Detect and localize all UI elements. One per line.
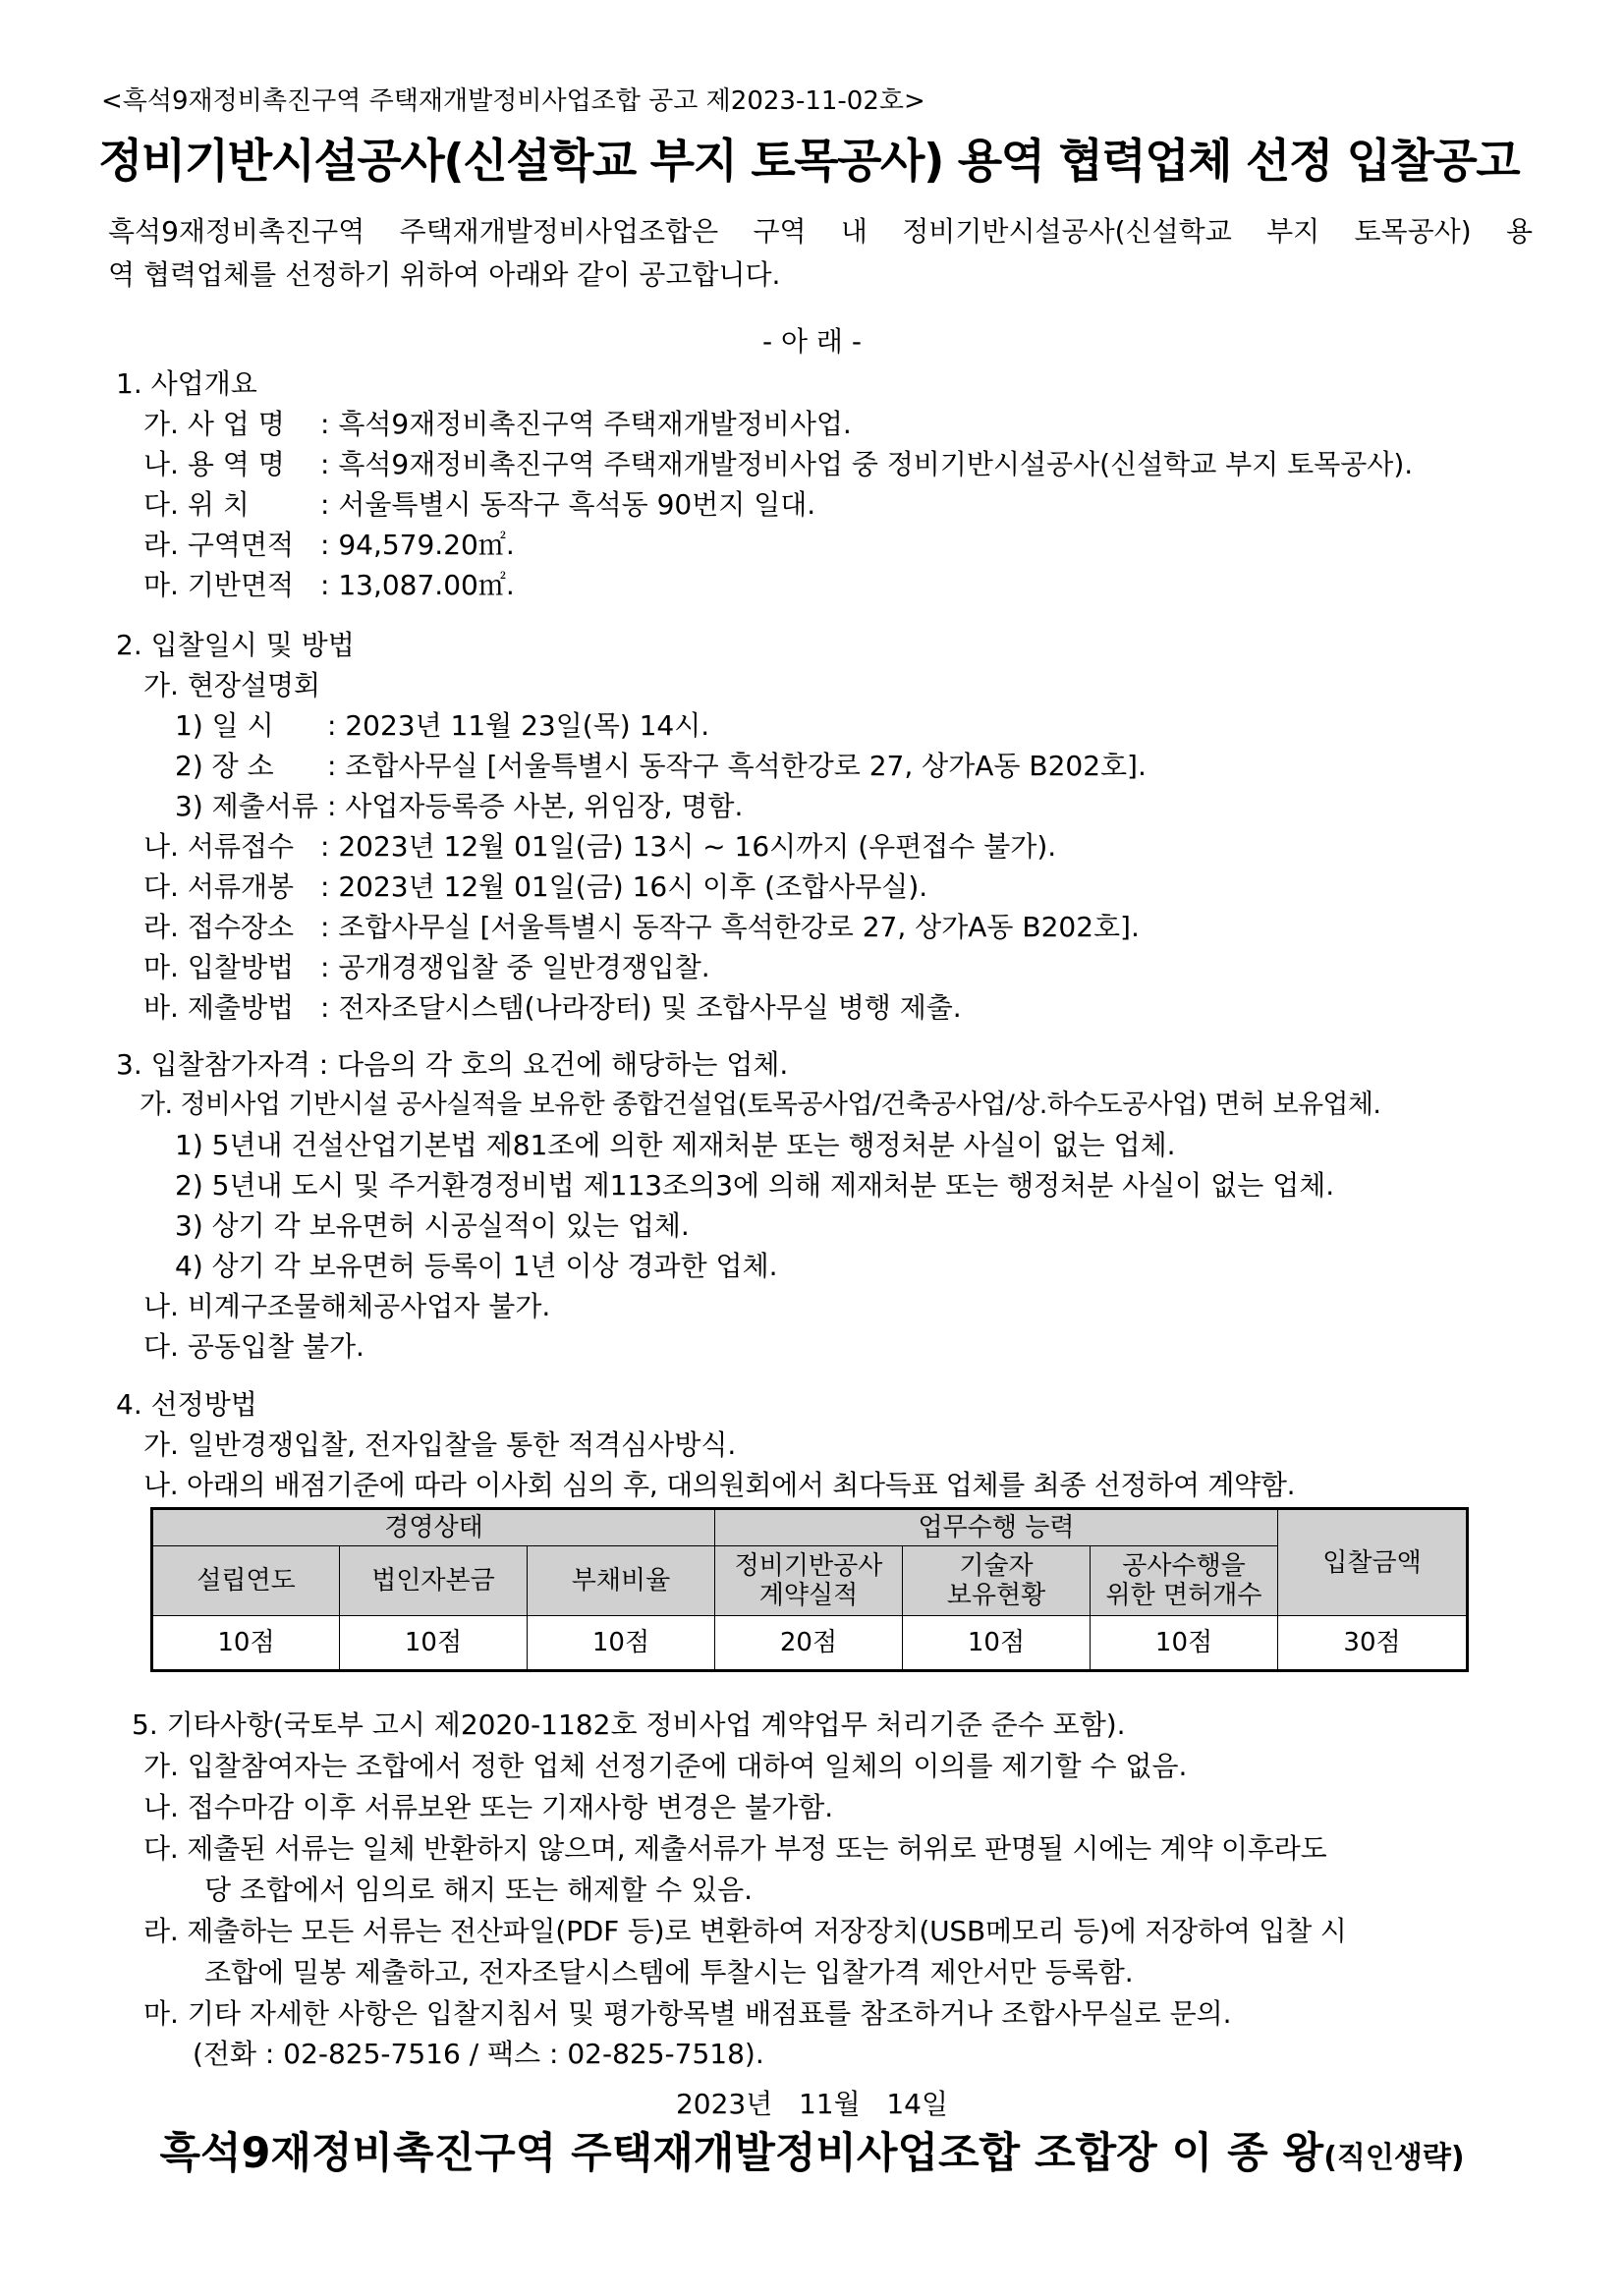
group-header-ability: 업무수행 능력 (715, 1509, 1278, 1546)
s1-item-label: 마. 기반면적 (143, 569, 295, 601)
s1-item (143, 528, 515, 563)
s5-item-e-line-1: 마. 기타 자세한 사항은 입찰지침서 및 평가항목별 배점표를 참조하거나 조합사무실로 문의. (143, 1997, 1232, 2030)
seal-note: (직인생략) (1323, 2141, 1465, 2175)
s3-sub-item: 4) 상기 각 보유면허 등록이 1년 이상 경과한 업체. (175, 1250, 778, 1282)
scoring-table (150, 1507, 1469, 1672)
header-engineers (903, 1546, 1091, 1616)
s1-item (143, 447, 1413, 482)
s2-item-value: : 조합사무실 [서울특별시 동작구 흑석한강로 27, 상가A동 B202호]. (320, 911, 1140, 943)
s1-item (143, 487, 815, 523)
s1-item-value: : 흑석9재정비촉진구역 주택재개발정비사업. (320, 408, 852, 440)
s4-item-b: 나. 아래의 배점기준에 따라 이사회 심의 후, 대의원회에서 최다득표 업체를 최종 선정하여 계약함. (143, 1469, 1296, 1501)
s1-item-label: 나. 용 역 명 (143, 448, 285, 480)
s1-item-label: 다. 위 치 (143, 488, 250, 521)
s5-item-c-line-2: 당 조합에서 임의로 해지 또는 해제할 수 있음. (204, 1874, 754, 1906)
s1-item-value: : 13,087.00㎡. (320, 569, 515, 601)
s5-item-d-line-2: 조합에 밀봉 제출하고, 전자조달시스템에 투찰시는 입찰가격 제안서만 등록함. (204, 1956, 1134, 1988)
score-cell: 10점 (1091, 1616, 1278, 1671)
s3-item-a: 가. 정비사업 기반시설 공사실적을 보유한 종합건설업(토목공사업/건축공사업/상.하수도공사업) 면허 보유업체. (140, 1090, 1381, 1120)
header-capital: 법인자본금 (340, 1546, 528, 1616)
score-cell: 30점 (1278, 1616, 1468, 1671)
s2-sub-a-heading: 가. 현장설명회 (143, 669, 321, 701)
signature-line (0, 2126, 1624, 2186)
s2-sub-a-item-value: : 조합사무실 [서울특별시 동작구 흑석한강로 27, 상가A동 B202호]. (327, 750, 1147, 782)
s2-item (143, 990, 962, 1026)
s1-item-label: 가. 사 업 명 (143, 408, 285, 440)
below-marker: - 아 래 - (761, 325, 862, 358)
s3-item-b: 나. 비계구조물해체공사업자 불가. (143, 1290, 551, 1322)
s2-item-value: : 2023년 12월 01일(금) 16시 이후 (조합사무실). (320, 870, 928, 903)
announcement-date: 2023년 11월 14일 (675, 2088, 949, 2120)
intro-line-1: 흑석9재정비촉진구역 주택재개발정비사업조합은 구역 내 정비기반시설공사(신설학교 부지 토목공사) 용 (108, 215, 1533, 248)
s3-item-c: 다. 공동입찰 불가. (143, 1330, 364, 1363)
s2-sub-a-item (175, 708, 709, 744)
s1-item-label: 라. 구역면적 (143, 529, 295, 561)
s1-item-value: : 흑석9재정비촉진구역 주택재개발정비사업 중 정비기반시설공사(신설학교 부지 토목공사). (320, 448, 1414, 480)
s5-item-a: 가. 입찰참여자는 조합에서 정한 업체 선정기준에 대하여 일체의 이의를 제기할 수 없음. (143, 1750, 1188, 1782)
s5-contact: (전화 : 02-825-7516 / 팩스 : 02-825-7518). (193, 2038, 764, 2070)
s2-item (143, 869, 927, 905)
header-debt-ratio: 부채비율 (528, 1546, 715, 1616)
s2-item (143, 829, 1056, 865)
s2-sub-a-item-value: : 2023년 11월 23일(목) 14시. (327, 709, 710, 742)
table-header-group-row (152, 1509, 1468, 1546)
header-line: 보유현황 (946, 1581, 1046, 1610)
signature-text: 흑석9재정비촉진구역 주택재개발정비사업조합 조합장 이 종 왕 (159, 2129, 1324, 2178)
s2-sub-a-item-label: 1) 일 시 (175, 709, 274, 742)
s5-item-c-line-1: 다. 제출된 서류는 일체 반환하지 않으며, 제출서류가 부정 또는 허위로 판명될 시에는 계약 이후라도 (143, 1832, 1327, 1865)
s4-item-a: 가. 일반경쟁입찰, 전자입찰을 통한 적격심사방식. (143, 1428, 737, 1461)
score-cell: 10점 (340, 1616, 528, 1671)
section-3-heading: 3. 입찰참가자격 : 다음의 각 호의 요건에 해당하는 업체. (116, 1048, 789, 1081)
s2-item-label: 나. 서류접수 (143, 830, 295, 863)
s3-sub-item: 2) 5년내 도시 및 주거환경정비법 제113조의3에 의해 제재처분 또는 행정처분 사실이 없는 업체. (175, 1169, 1335, 1202)
header-licenses (1091, 1546, 1278, 1616)
score-cell: 10점 (903, 1616, 1091, 1671)
s2-item-label: 바. 제출방법 (143, 991, 295, 1024)
document-title: 정비기반시설공사(신설학교 부지 토목공사) 용역 협력업체 선정 입찰공고 (98, 135, 1520, 189)
s5-item-d-line-1: 라. 제출하는 모든 서류는 전산파일(PDF 등)로 변환하여 저장장치(USB메모리 등)에 저장하여 입찰 시 (143, 1915, 1347, 1947)
s3-sub-item: 1) 5년내 건설산업기본법 제81조에 의한 제재처분 또는 행정처분 사실이 없는 업체. (175, 1129, 1176, 1161)
s2-sub-a-item-label: 3) 제출서류 (175, 790, 318, 822)
s2-item-value: : 2023년 12월 01일(금) 13시 ~ 16시까지 (우편접수 불가). (320, 830, 1057, 863)
score-cell: 10점 (152, 1616, 340, 1671)
s2-sub-a-item-value: : 사업자등록증 사본, 위임장, 명함. (327, 790, 744, 822)
s2-item-label: 라. 접수장소 (143, 911, 295, 943)
header-line: 위한 면허개수 (1105, 1581, 1262, 1610)
header-bid-amount: 입찰금액 (1278, 1509, 1468, 1616)
s1-item-value: : 94,579.20㎡. (320, 529, 515, 561)
intro-line-2: 역 협력업체를 선정하기 위하여 아래와 같이 공고합니다. (108, 258, 781, 291)
notice-number: <흑석9재정비촉진구역 주택재개발정비사업조합 공고 제2023-11-02호> (101, 86, 925, 116)
s1-item (143, 568, 515, 603)
section-4-heading: 4. 선정방법 (116, 1388, 257, 1421)
section-1-heading: 1. 사업개요 (116, 367, 257, 400)
s2-item (143, 950, 710, 985)
header-line: 정비기반공사 (734, 1551, 883, 1581)
s2-item-value: : 공개경쟁입찰 중 일반경쟁입찰. (320, 951, 710, 983)
s2-item-label: 마. 입찰방법 (143, 951, 295, 983)
s5-item-b: 나. 접수마감 이후 서류보완 또는 기재사항 변경은 불가함. (143, 1791, 834, 1823)
header-contract-record (715, 1546, 903, 1616)
score-cell: 10점 (528, 1616, 715, 1671)
s3-sub-item: 3) 상기 각 보유면허 시공실적이 있는 업체. (175, 1209, 690, 1242)
score-cell: 20점 (715, 1616, 903, 1671)
s1-item (143, 407, 852, 442)
section-2-heading: 2. 입찰일시 및 방법 (116, 629, 355, 661)
group-header-management: 경영상태 (152, 1509, 715, 1546)
s2-sub-a-item-label: 2) 장 소 (175, 750, 274, 782)
s2-item (143, 910, 1140, 945)
header-line: 계약실적 (758, 1581, 859, 1610)
table-row (152, 1616, 1468, 1671)
header-line: 기술자 (959, 1551, 1034, 1581)
header-line: 공사수행을 (1122, 1551, 1246, 1581)
s1-item-value: : 서울특별시 동작구 흑석동 90번지 일대. (320, 488, 816, 521)
s2-sub-a-item (175, 749, 1147, 784)
s2-item-value: : 전자조달시스템(나라장터) 및 조합사무실 병행 제출. (320, 991, 962, 1024)
header-founding-year: 설립연도 (152, 1546, 340, 1616)
s2-item-label: 다. 서류개봉 (143, 870, 295, 903)
s2-sub-a-item (175, 789, 743, 824)
table-header-row (152, 1546, 1468, 1616)
section-5-heading: 5. 기타사항(국토부 고시 제2020-1182호 정비사업 계약업무 처리기준 준수 포함). (132, 1708, 1126, 1741)
